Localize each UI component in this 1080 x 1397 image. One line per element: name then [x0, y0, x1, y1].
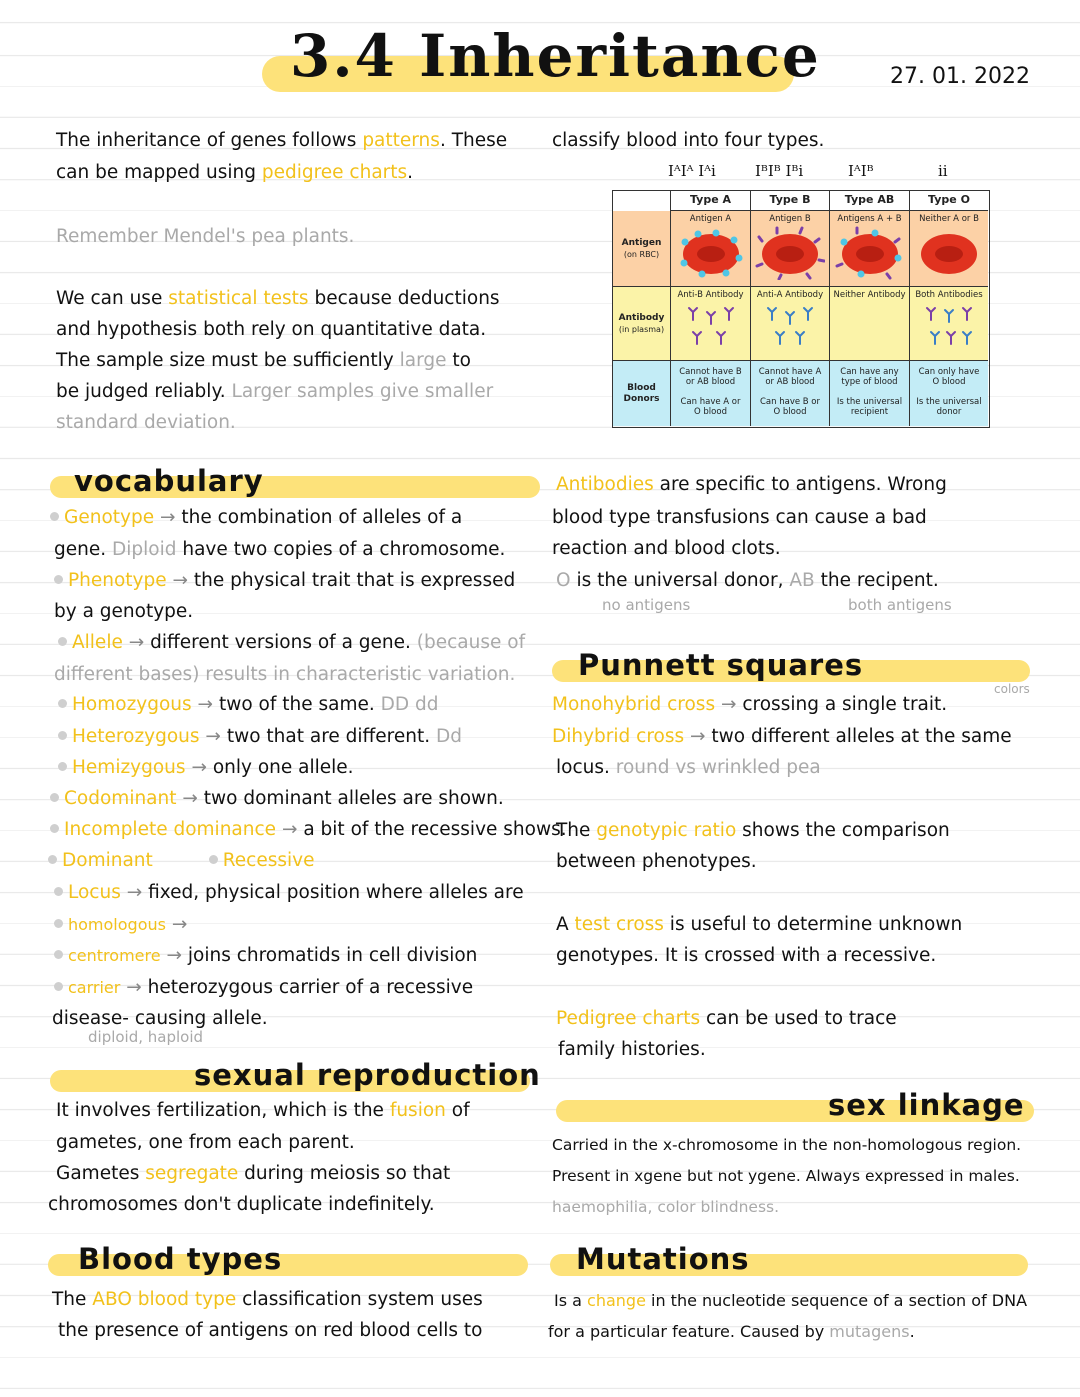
abo-blood-table: [612, 190, 990, 428]
vocab-phenotype-2: by a genotype.: [54, 601, 194, 622]
table-row-label-donors: Blood Donors: [613, 361, 671, 426]
table-header-type-b: Type B: [751, 191, 830, 211]
table-header-type-a: Type A: [671, 191, 751, 211]
vocabulary-heading: vocabulary: [50, 472, 540, 498]
arrow-icon: →: [720, 694, 737, 715]
arrow-icon: →: [126, 977, 142, 998]
antibodies-note-both-antigens: both antigens: [848, 596, 952, 614]
genotype-label-o: ii: [938, 162, 948, 180]
anti-a-antibody-icon: [760, 302, 820, 352]
sexrep-line-2: gametes, one from each parent.: [56, 1132, 355, 1153]
arrow-icon: →: [690, 726, 706, 747]
rbc-no-antigen-icon: [914, 224, 984, 280]
genotype-label-a: IᴬIᴬ Iᴬi: [668, 162, 716, 180]
genotype-label-b: IᴮIᴮ Iᴮi: [755, 162, 804, 180]
bullet-dot: [209, 855, 218, 864]
mutations-line-2: for a particular feature. Caused by mutagens.: [548, 1322, 915, 1341]
bullet-dot: [50, 793, 59, 802]
vocab-incomplete-dominance: Incomplete dominance → a bit of the recessive shows.: [50, 817, 567, 843]
bullet-dot: [48, 855, 57, 864]
table-cell-antigen-b: Antigen B: [751, 211, 830, 287]
vocab-carrier: carrier → heterozygous carrier of a recessive: [54, 975, 473, 1001]
page-date: 27. 01. 2022: [890, 64, 1030, 89]
sex-linkage-line-2: Present in xgene but not ygene. Always expressed in males.: [552, 1167, 1020, 1185]
bullet-dot: [58, 762, 67, 771]
arrow-icon: →: [159, 507, 176, 528]
table-cell-antibody-o: Both Antibodies: [910, 287, 988, 361]
table-row-label-antigen: Antigen (on RBC): [613, 211, 671, 287]
blood-types-heading: Blood types: [48, 1250, 528, 1276]
vocab-hemizygous: Hemizygous → only one allele.: [58, 755, 354, 781]
vocab-allele-2: different bases) results in characteristic variation.: [54, 664, 516, 685]
sex-linkage-line-3: haemophilia, color blindness.: [552, 1198, 780, 1216]
vocab-homozygous: Homozygous → two of the same. DD dd: [58, 692, 438, 718]
antibodies-note-no-antigens: no antigens: [602, 596, 691, 614]
table-cell-donor-ab: Can have any type of blood Is the universal recipient: [830, 361, 910, 426]
punnett-line-4: The genotypic ratio shows the comparison: [556, 820, 950, 841]
table-cell-donor-a: Cannot have B or AB blood Can have A or O blood: [671, 361, 751, 426]
blood-line-1: The ABO blood type classification system uses: [52, 1289, 483, 1310]
sexual-reproduction-heading: sexual reproduction: [50, 1066, 530, 1092]
arrow-icon: →: [191, 757, 207, 778]
sex-linkage-heading: sex linkage: [556, 1096, 1034, 1122]
table-cell-antibody-b: Anti-A Antibody: [751, 287, 830, 361]
punnett-heading: Punnett squares: [552, 656, 1030, 682]
punnett-line-7: genotypes. It is crossed with a recessive.: [556, 945, 937, 966]
arrow-icon: →: [126, 882, 143, 903]
punnett-line-6: A test cross is useful to determine unknown: [556, 914, 963, 935]
intro-line-6: The sample size must be sufficiently large to: [56, 350, 471, 371]
punnett-line-1: Monohybrid cross → crossing a single trait.: [552, 694, 948, 715]
table-corner: [613, 191, 671, 211]
antibodies-line-3: reaction and blood clots.: [552, 538, 781, 559]
arrow-icon: →: [128, 632, 145, 653]
table-cell-antibody-ab: Neither Antibody: [830, 287, 910, 361]
table-cell-antigen-ab: Antigens A + B: [830, 211, 910, 287]
bullet-dot: [58, 699, 67, 708]
vocab-carrier-note: diploid, haploid: [88, 1028, 204, 1046]
punnett-colors-note: colors: [994, 682, 1030, 696]
arrow-icon: →: [197, 694, 214, 715]
antibodies-line-1: Antibodies are specific to antigens. Wrong: [556, 474, 947, 495]
punnett-line-9: family histories.: [558, 1039, 706, 1060]
rbc-antigen-b-icon: [755, 224, 825, 280]
table-row-label-antibody: Antibody (in plasma): [613, 287, 671, 361]
rbc-antigen-a-icon: [676, 224, 746, 280]
bullet-dot: [54, 982, 63, 991]
bullet-dot: [54, 919, 63, 928]
page-title: 3.4 Inheritance: [290, 22, 821, 90]
table-cell-antigen-o: Neither A or B: [910, 211, 988, 287]
arrow-icon: →: [172, 570, 189, 591]
intro-line-4: We can use statistical tests because deductions: [56, 288, 500, 309]
bullet-dot: [54, 887, 63, 896]
punnett-line-8: Pedigree charts can be used to trace: [556, 1008, 897, 1029]
arrow-icon: →: [281, 819, 298, 840]
vocab-heterozygous: Heterozygous → two that are different. Dd: [58, 724, 462, 750]
antibodies-line-4: O is the universal donor, AB the recipent.: [556, 570, 939, 591]
both-antibodies-icon: [919, 302, 979, 352]
genotype-label-ab: IᴬIᴮ: [848, 162, 874, 180]
punnett-line-3: locus. round vs wrinkled pea: [556, 757, 821, 778]
table-cell-antigen-a: Antigen A: [671, 211, 751, 287]
table-header-type-ab: Type AB: [830, 191, 910, 211]
table-cell-donor-b: Cannot have A or AB blood Can have B or O blood: [751, 361, 830, 426]
bullet-dot: [50, 512, 59, 521]
vocab-genotype: Genotype → the combination of alleles of a: [50, 505, 462, 531]
table-header-type-o: Type O: [910, 191, 988, 211]
arrow-icon: →: [182, 788, 198, 809]
arrow-icon: →: [205, 726, 221, 747]
vocab-centromere: centromere → joins chromatids in cell division: [54, 943, 477, 969]
intro-line-8: standard deviation.: [56, 412, 236, 433]
blood-line-2: the presence of antigens on red blood cells to: [58, 1320, 483, 1341]
vocab-locus: Locus → fixed, physical position where alleles are: [54, 880, 524, 906]
bullet-dot: [50, 824, 59, 833]
intro-line-5: and hypothesis both rely on quantitative data.: [56, 319, 487, 340]
intro-line-3: Remember Mendel's pea plants.: [56, 226, 355, 247]
arrow-icon: →: [166, 945, 182, 966]
sexrep-line-3: Gametes segregate during meiosis so that: [56, 1163, 451, 1184]
sex-linkage-line-1: Carried in the x-chromosome in the non-homologous region.: [552, 1136, 1022, 1154]
punnett-line-5: between phenotypes.: [556, 851, 757, 872]
sexrep-line-1: It involves fertilization, which is the fusion of: [56, 1100, 470, 1121]
vocab-codominant: Codominant → two dominant alleles are shown.: [50, 786, 504, 812]
intro-line-7: be judged reliably. Larger samples give smaller: [56, 381, 494, 402]
bullet-dot: [54, 950, 63, 959]
arrow-icon: →: [171, 914, 188, 935]
bullet-dot: [58, 731, 67, 740]
sexrep-line-4: chromosomes don't duplicate indefinitely.: [48, 1194, 435, 1215]
punnett-line-2: Dihybrid cross → two different alleles at the same: [552, 726, 1012, 747]
bullet-dot: [54, 575, 63, 584]
vocab-allele: Allele → different versions of a gene. (because of: [58, 630, 525, 656]
vocab-genotype-2: gene. Diploid have two copies of a chromosome.: [54, 539, 506, 560]
mutations-heading: Mutations: [550, 1250, 1028, 1276]
table-cell-antibody-a: Anti-B Antibody: [671, 287, 751, 361]
rbc-antigen-ab-icon: [835, 224, 905, 280]
intro-line-2: can be mapped using pedigree charts.: [56, 162, 414, 183]
vocab-dominant-recessive: Dominant Recessive: [48, 848, 314, 874]
anti-b-antibody-icon: [681, 302, 741, 352]
vocab-phenotype: Phenotype → the physical trait that is expressed: [54, 568, 515, 594]
vocab-carrier-2: disease- causing allele.: [52, 1008, 268, 1029]
bullet-dot: [58, 637, 67, 646]
intro-line-1: The inheritance of genes follows patterns. These: [56, 130, 508, 151]
vocab-homologous: homologous →: [54, 912, 187, 938]
blood-line-3: classify blood into four types.: [552, 130, 825, 151]
antibodies-line-2: blood type transfusions can cause a bad: [552, 507, 927, 528]
mutations-line-1: Is a change in the nucleotide sequence of a section of DNA: [554, 1291, 1028, 1310]
table-cell-donor-o: Can only have O blood Is the universal donor: [910, 361, 988, 426]
